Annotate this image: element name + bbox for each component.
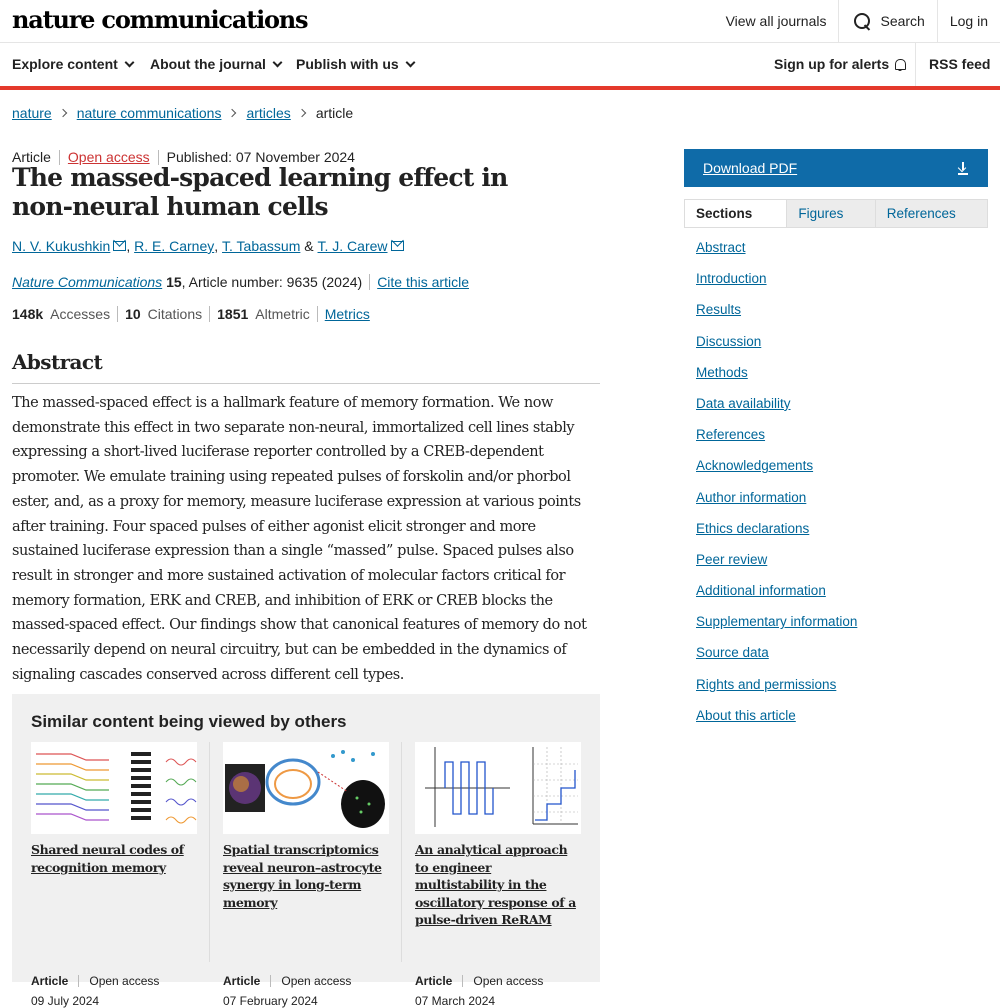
list-item [696,521,857,552]
similar-card[interactable] [31,742,201,1008]
card-thumbnail[interactable] [415,742,581,834]
search-icon [853,12,871,30]
chevron-down-icon [272,57,282,67]
top-header [0,0,1000,43]
citations-label: Citations [147,306,203,322]
journal-link[interactable]: Nature Communications [12,274,163,290]
nav-about-journal[interactable] [150,56,281,72]
article-metrics [12,306,370,322]
article-title: The massed-spaced learning effect in non-neural human cells [12,163,508,221]
section-link-rights-permissions[interactable]: Rights and permissions [696,676,837,692]
chevron-right-icon [228,109,236,117]
download-icon [958,161,968,175]
sidebar-tabs [684,199,988,228]
chevron-right-icon [298,109,306,117]
volume: 15 [166,274,182,290]
nav-label: Explore content [12,56,118,72]
section-link-author-information[interactable]: Author information [696,489,807,505]
similar-content [12,694,600,1008]
breadcrumb-nature-communications[interactable]: nature communications [76,105,222,121]
sign-up-alerts-link[interactable] [774,56,906,72]
section-link-acknowledgements[interactable]: Acknowledgements [696,458,814,474]
card-type: Article [415,974,453,988]
article-type: Article [12,149,51,165]
nav-label: About the journal [150,56,266,72]
list-item [696,552,857,583]
card-type: Article [223,974,261,988]
card-type: Article [31,974,69,988]
list-item [696,302,857,333]
breadcrumb-nature[interactable]: nature [12,105,52,121]
divider [117,306,118,322]
similar-card[interactable] [223,742,393,1008]
nav-divider [915,43,916,86]
divider [317,306,318,322]
abstract-heading: Abstract [12,350,103,374]
section-link-peer-review[interactable]: Peer review [696,551,768,567]
accesses-label: Accesses [50,306,111,322]
card-date: 07 March 2024 [415,994,496,1008]
section-link-references[interactable]: References [696,427,766,443]
tab-figures[interactable]: Figures [786,200,874,227]
nav-publish-with-us[interactable] [296,56,414,72]
list-item [696,240,857,271]
section-link-abstract[interactable]: Abstract [696,240,746,255]
card-date: 09 July 2024 [31,994,100,1008]
search-label: Search [880,13,925,29]
nav-explore-content[interactable] [12,56,133,72]
list-item [696,271,857,302]
divider [270,975,271,987]
download-pdf-button[interactable] [684,149,988,187]
author-link[interactable]: T. Tabassum [222,238,301,254]
abstract-text: The massed-spaced effect is a hallmark feature of memory formation. We now demonstrate this effect in two separate non-neural, immortalized cell lines stably expressing a short-lived luciferase reporter controlled by a CREB-dependent promoter. We emulate training using repeated pulses of forskolin and/or phorbol ester, and, as a proxy for memory, measure luciferase expression at various points after training. Four spaced pulses of either agonist elicit stronger and more sustained luciferase expression than a single “massed” pulse. Spaced pulses also result in stronger and more sustained activation of molecular factors critical for memory formation, ERK and CREB, and inhibition of ERK or CREB blocks the massed-spaced effect. Our findings show that canonical features of memory do not necessarily depend on neural circuitry, but can be embedded in the dynamics of signaling cascades conserved across different cell types. [12,395,587,683]
list-item [696,614,857,645]
section-link-data-availability[interactable]: Data availability [696,395,791,411]
metrics-link[interactable]: Metrics [324,306,370,322]
breadcrumb-current: article [315,105,354,121]
list-item [696,645,857,676]
chevron-down-icon [124,57,134,67]
altmetric-label: Altmetric [255,306,310,322]
card-access: Open access [281,974,352,988]
nav-label: Publish with us [296,56,399,72]
breadcrumb-articles[interactable]: articles [246,105,291,121]
login-link[interactable]: Log in [937,0,1000,42]
divider [401,742,402,962]
section-link-introduction[interactable]: Introduction [696,271,767,287]
card-access: Open access [473,974,544,988]
list-item [696,677,857,708]
tab-references[interactable]: References [875,200,987,227]
bell-icon [894,58,906,71]
card-thumbnail[interactable] [223,742,389,834]
divider [462,975,463,987]
mail-icon[interactable] [113,241,126,251]
divider [369,274,370,290]
divider [12,383,600,384]
card-date: 07 February 2024 [223,994,318,1008]
section-link-ethics-declarations[interactable]: Ethics declarations [696,520,810,536]
alerts-label: Sign up for alerts [774,56,890,72]
breadcrumb [12,105,353,121]
section-link-additional-information[interactable]: Additional information [696,583,826,599]
author-list [12,238,404,254]
author-separator: , [126,238,131,254]
main-nav [0,43,1000,86]
accesses-count: 148k [12,306,44,322]
section-link-results[interactable]: Results [696,302,742,318]
card-meta [415,974,543,988]
sections-list [696,240,857,739]
card-thumbnail[interactable] [31,742,197,834]
section-link-discussion[interactable]: Discussion [696,333,762,349]
card-title-link[interactable]: An analytical approach to engineer multistability in the oscillatory response of a pulse-driven ReRAM [415,842,576,927]
accent-divider [0,86,1000,90]
list-item [696,396,857,427]
list-item [696,583,857,614]
list-item [696,334,857,365]
author-separator: , [214,238,219,254]
similar-heading: Similar content being viewed by others [31,712,347,731]
list-item [696,365,857,396]
list-item [696,427,857,458]
list-item [696,708,857,739]
open-access-link[interactable]: Open access [67,149,150,165]
section-link-supplementary-information[interactable]: Supplementary information [696,614,858,630]
card-meta [223,974,351,988]
chevron-right-icon [58,109,66,117]
journal-logo[interactable]: nature communications [12,5,308,34]
card-title-link[interactable]: Spatial transcriptomics reveal neuron–astrocyte synergy in long-term memory [223,842,382,910]
divider [78,975,79,987]
tab-sections[interactable]: Sections [685,200,786,227]
search-button[interactable] [838,0,936,42]
chevron-down-icon [405,57,415,67]
mail-icon[interactable] [391,241,404,251]
view-all-journals-link[interactable]: View all journals [725,13,827,29]
divider [209,306,210,322]
download-pdf-label: Download PDF [703,160,798,176]
similar-card[interactable] [415,742,585,1008]
list-item [696,490,857,521]
published-date: Published: 07 November 2024 [166,149,355,165]
top-links [714,0,1000,42]
card-meta [31,974,159,988]
section-link-about-article[interactable]: About this article [696,707,796,723]
rss-feed-link[interactable]: RSS feed [929,56,991,72]
article-number: , Article number: 9635 (2024) [181,274,363,290]
author-link[interactable]: N. V. Kukushkin [12,238,111,254]
citations-count: 10 [125,306,141,322]
cite-article-link[interactable]: Cite this article [377,274,469,290]
card-title-link[interactable]: Shared neural codes of recognition memory [31,842,184,875]
author-separator: & [304,238,314,254]
list-item [696,458,857,489]
card-access: Open access [89,974,160,988]
citation-info [12,274,469,290]
author-link[interactable]: R. E. Carney [134,238,215,254]
altmetric-count: 1851 [217,306,249,322]
section-link-methods[interactable]: Methods [696,364,748,380]
section-link-source-data[interactable]: Source data [696,645,769,661]
author-link[interactable]: T. J. Carew [317,238,388,254]
divider [209,742,210,962]
